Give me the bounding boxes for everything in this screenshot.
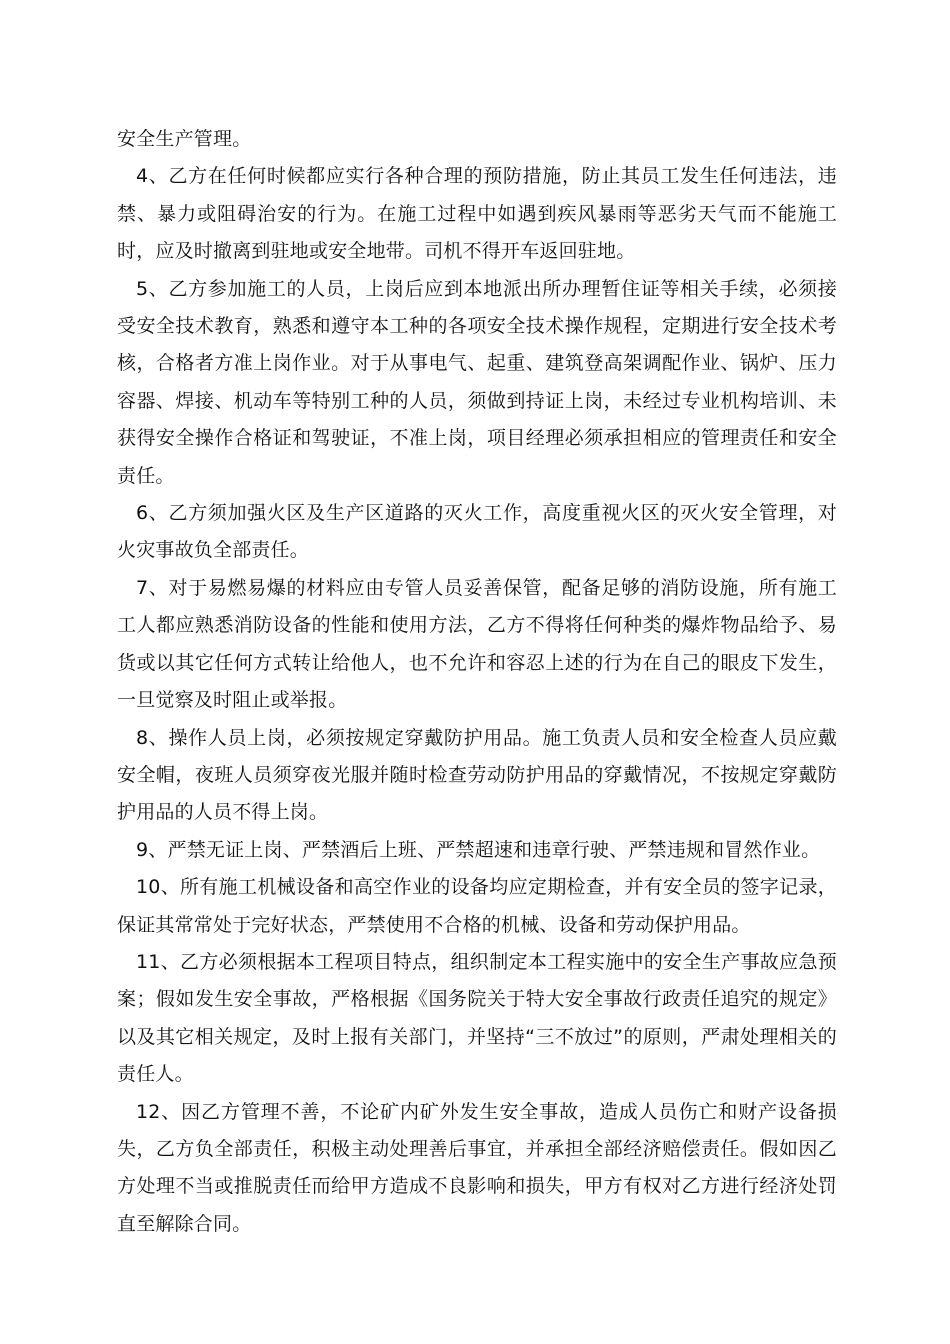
clause-10: 10、所有施工机械设备和高空作业的设备均应定期检查，并有安全员的签字记录，保证其常常处于完好状态，严禁使用不合格的机械、设备和劳动保护用品。	[117, 876, 837, 936]
clause-8: 8、操作人员上岗，必须按规定穿戴防护用品。施工负责人员和安全检查人员应戴安全帽，夜班人员须穿夜光服并随时检查劳动防护用品的穿戴情况，不按规定穿戴防护用品的人员不得上岗。	[117, 726, 837, 824]
clause-11: 11、乙方必须根据本工程项目特点，组织制定本工程实施中的安全生产事故应急预案；假如发生安全事故，严格根据《国务院关于特大安全事故行政责任追究的规定》以及其它相关规定，及时上报有关部门，并坚持“三不放过”的原则，严肃处理相关的责任人。	[117, 950, 837, 1086]
clause-6: 6、乙方须加强火区及生产区道路的灭火工作，高度重视火区的灭火安全管理，对火灾事故负全部责任。	[117, 502, 837, 562]
clause-5: 5、乙方参加施工的人员，上岗后应到本地派出所办理暂住证等相关手续，必须接受安全技术教育，熟悉和遵守本工种的各项安全技术操作规程，定期进行安全技术考核，合格者方准上岗作业。对于从事电气、起重、建筑登高架调配作业、锅炉、压力容器、焊接、机动车等特别工种的人员，须做到持证上岗，未经过专业机构培训、未获得安全操作合格证和驾驶证，不准上岗，项目经理必须承担相应的管理责任和安全责任。	[117, 277, 837, 487]
paragraph-continuation: 安全生产管理。	[117, 128, 252, 150]
clause-4: 4、乙方在任何时候都应实行各种合理的预防措施，防止其员工发生任何违法，违禁、暴力或阻碍治安的行为。在施工过程中如遇到疾风暴雨等恶劣天气而不能施工时，应及时撤离到驻地或安全地带。司机不得开车返回驻地。	[117, 165, 837, 263]
clause-9: 9、严禁无证上岗、严禁酒后上班、严禁超速和违章行驶、严禁违规和冒然作业。	[136, 838, 821, 861]
document-page	[117, 121, 837, 1243]
clause-7: 7、对于易燃易爆的材料应由专管人员妥善保管，配备足够的消防设施，所有施工工人都应熟悉消防设备的性能和使用方法，乙方不得将任何种类的爆炸物品给予、易货或以其它任何方式转让给他人，也不允许和容忍上述的行为在自己的眼皮下发生，一旦觉察及时阻止或举报。	[117, 576, 837, 712]
clause-12: 12、因乙方管理不善，不论矿内矿外发生安全事故，造成人员伤亡和财产设备损失，乙方负全部责任，积极主动处理善后事宜，并承担全部经济赔偿责任。假如因乙方处理不当或推脱责任而给甲方造成不良影响和损失，甲方有权对乙方进行经济处罚直至解除合同。	[117, 1100, 837, 1235]
